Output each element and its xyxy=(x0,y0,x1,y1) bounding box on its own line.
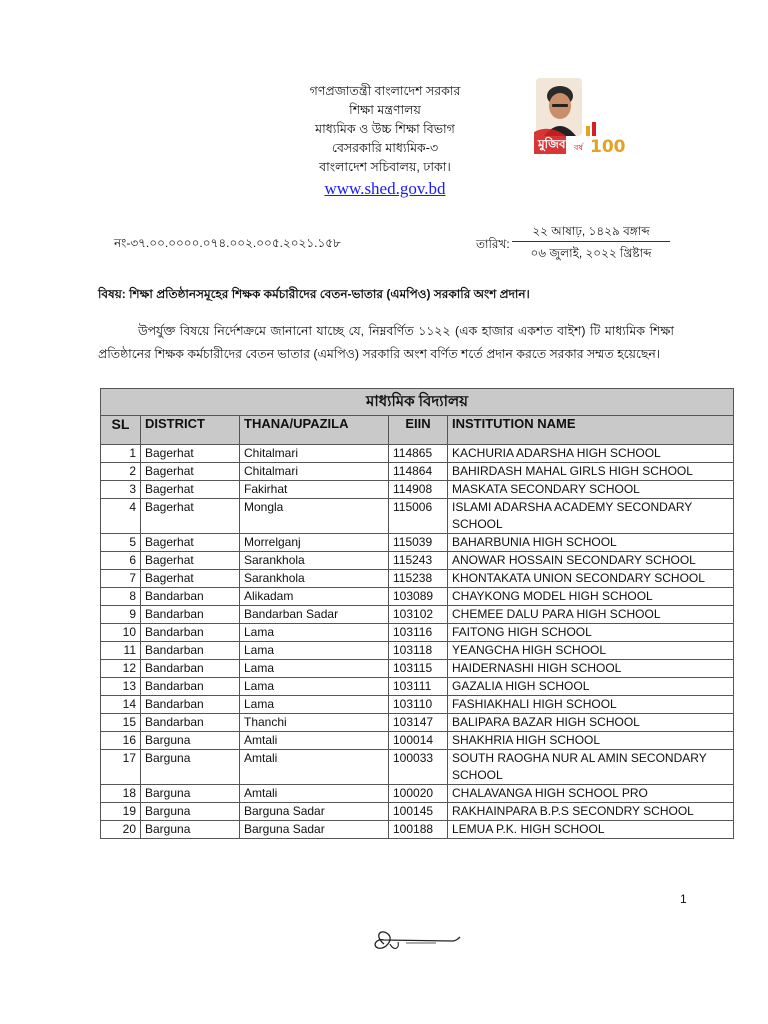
logo-text-a: মুজিব xyxy=(538,137,566,151)
cell-eiin: 103115 xyxy=(389,660,448,678)
cell-institution: CHEMEE DALU PARA HIGH SCHOOL xyxy=(448,606,734,624)
cell-district: Bagerhat xyxy=(141,481,240,499)
table-body xyxy=(101,445,734,839)
cell-institution: GAZALIA HIGH SCHOOL xyxy=(448,678,734,696)
cell-eiin: 100033 xyxy=(389,750,448,785)
mujib-100-logo xyxy=(530,74,626,158)
cell-district: Bagerhat xyxy=(141,499,240,534)
cell-eiin: 115039 xyxy=(389,534,448,552)
cell-thana: Morrelganj xyxy=(240,534,389,552)
cell-sl: 14 xyxy=(101,696,141,714)
table-row xyxy=(101,570,734,588)
cell-district: Bandarban xyxy=(141,696,240,714)
section-name: বেসরকারি মাধ্যমিক-৩ xyxy=(331,141,439,155)
cell-institution: ANOWAR HOSSAIN SECONDARY SCHOOL xyxy=(448,552,734,570)
table-row xyxy=(101,714,734,732)
cell-thana: Lama xyxy=(240,660,389,678)
table-row xyxy=(101,678,734,696)
cell-district: Barguna xyxy=(141,750,240,785)
cell-institution: BAHIRDASH MAHAL GIRLS HIGH SCHOOL xyxy=(448,463,734,481)
col-header-district: DISTRICT xyxy=(141,416,240,445)
date-divider xyxy=(512,241,670,242)
cell-institution: BAHARBUNIA HIGH SCHOOL xyxy=(448,534,734,552)
table-row xyxy=(101,481,734,499)
cell-district: Barguna xyxy=(141,803,240,821)
date-bangla: ২২ আষাঢ়, ১৪২৯ বঙ্গাব্দ xyxy=(532,224,650,238)
cell-sl: 1 xyxy=(101,445,141,463)
cell-eiin: 103089 xyxy=(389,588,448,606)
cell-thana: Lama xyxy=(240,642,389,660)
cell-institution: KHONTAKATA UNION SECONDARY SCHOOL xyxy=(448,570,734,588)
memo-number: নং-৩৭.০০.০০০০.০৭৪.০০২.০০৫.২০২১.১৫৮ xyxy=(114,236,341,250)
cell-district: Barguna xyxy=(141,732,240,750)
cell-sl: 2 xyxy=(101,463,141,481)
cell-institution: CHAYKONG MODEL HIGH SCHOOL xyxy=(448,588,734,606)
cell-eiin: 103147 xyxy=(389,714,448,732)
cell-district: Bandarban xyxy=(141,606,240,624)
cell-institution: SOUTH RAOGHA NUR AL AMIN SECONDARY SCHOOL xyxy=(448,750,734,785)
body-paragraph: উপর্যুক্ত বিষয়ে নির্দেশক্রমে জানানো যাচ্ছে যে, নিম্নবর্ণিত ১১২২ (এক হাজার একশত বাইশ) টি মাধ্যমিক শিক্ষা প্রতিষ্ঠানের শিক্ষক কর্মচারীদের বেতন ভাতার (এমপিও) সরকারি অংশ বর্ণিত শর্তে প্রদান করতে সরকার সম্মত হয়েছেন। xyxy=(98,324,674,361)
col-header-thana: THANA/UPAZILA xyxy=(240,416,389,445)
cell-eiin: 100188 xyxy=(389,821,448,839)
cell-sl: 3 xyxy=(101,481,141,499)
cell-institution: FASHIAKHALI HIGH SCHOOL xyxy=(448,696,734,714)
logo-text-c: 100 xyxy=(590,137,626,157)
cell-district: Bandarban xyxy=(141,714,240,732)
cell-sl: 20 xyxy=(101,821,141,839)
cell-thana: Chitalmari xyxy=(240,445,389,463)
cell-district: Bagerhat xyxy=(141,552,240,570)
cell-eiin: 100145 xyxy=(389,803,448,821)
cell-thana: Fakirhat xyxy=(240,481,389,499)
cell-thana: Amtali xyxy=(240,785,389,803)
cell-district: Bandarban xyxy=(141,588,240,606)
cell-district: Bagerhat xyxy=(141,463,240,481)
cell-eiin: 100014 xyxy=(389,732,448,750)
cell-thana: Thanchi xyxy=(240,714,389,732)
letterhead xyxy=(250,82,520,198)
cell-district: Barguna xyxy=(141,821,240,839)
table-row xyxy=(101,732,734,750)
table-row xyxy=(101,642,734,660)
table-row xyxy=(101,624,734,642)
table-row xyxy=(101,588,734,606)
cell-district: Bagerhat xyxy=(141,445,240,463)
table-title: মাধ্যমিক বিদ্যালয় xyxy=(101,389,734,416)
cell-sl: 19 xyxy=(101,803,141,821)
ministry-name: শিক্ষা মন্ত্রণালয় xyxy=(349,103,421,117)
cell-thana: Lama xyxy=(240,624,389,642)
cell-district: Bagerhat xyxy=(141,570,240,588)
cell-thana: Lama xyxy=(240,678,389,696)
cell-district: Bandarban xyxy=(141,642,240,660)
cell-eiin: 114908 xyxy=(389,481,448,499)
cell-thana: Sarankhola xyxy=(240,552,389,570)
col-header-institution: INSTITUTION NAME xyxy=(448,416,734,445)
date-block xyxy=(512,222,670,262)
cell-eiin: 103116 xyxy=(389,624,448,642)
table-row xyxy=(101,750,734,785)
cell-sl: 5 xyxy=(101,534,141,552)
table-row xyxy=(101,499,734,534)
cell-sl: 11 xyxy=(101,642,141,660)
cell-eiin: 103110 xyxy=(389,696,448,714)
cell-thana: Mongla xyxy=(240,499,389,534)
cell-institution: ISLAMI ADARSHA ACADEMY SECONDARY SCHOOL xyxy=(448,499,734,534)
cell-sl: 12 xyxy=(101,660,141,678)
govt-name: গণপ্রজাতন্ত্রী বাংলাদেশ সরকার xyxy=(309,84,461,98)
division-name: মাধ্যমিক ও উচ্চ শিক্ষা বিভাগ xyxy=(315,122,455,136)
cell-eiin: 100020 xyxy=(389,785,448,803)
cell-eiin: 115238 xyxy=(389,570,448,588)
table-row xyxy=(101,803,734,821)
table-row xyxy=(101,821,734,839)
cell-institution: YEANGCHA HIGH SCHOOL xyxy=(448,642,734,660)
signature xyxy=(366,922,466,962)
table-row xyxy=(101,785,734,803)
cell-thana: Chitalmari xyxy=(240,463,389,481)
col-header-sl: SL xyxy=(101,416,141,445)
cell-sl: 10 xyxy=(101,624,141,642)
subject-line: বিষয়: শিক্ষা প্রতিষ্ঠানসমূহের শিক্ষক কর্মচারীদের বেতন-ভাতার (এমপিও) সরকারি অংশ প্রদান। xyxy=(98,287,530,301)
cell-institution: CHALAVANGA HIGH SCHOOL PRO xyxy=(448,785,734,803)
table-row xyxy=(101,696,734,714)
cell-thana: Amtali xyxy=(240,732,389,750)
table-row xyxy=(101,445,734,463)
cell-thana: Barguna Sadar xyxy=(240,803,389,821)
cell-thana: Sarankhola xyxy=(240,570,389,588)
cell-eiin: 114864 xyxy=(389,463,448,481)
address: বাংলাদেশ সচিবালয়, ঢাকা। xyxy=(319,160,451,174)
institution-table xyxy=(100,388,734,839)
cell-thana: Amtali xyxy=(240,750,389,785)
logo-text-b: বর্ষ xyxy=(574,143,583,152)
date-label: তারিখ: xyxy=(476,237,510,251)
cell-sl: 9 xyxy=(101,606,141,624)
cell-institution: RAKHAINPARA B.P.S SECONDRY SCHOOL xyxy=(448,803,734,821)
cell-institution: SHAKHRIA HIGH SCHOOL xyxy=(448,732,734,750)
cell-district: Bandarban xyxy=(141,678,240,696)
cell-district: Bandarban xyxy=(141,660,240,678)
col-header-eiin: EIIN xyxy=(389,416,448,445)
cell-thana: Lama xyxy=(240,696,389,714)
page-number: 1 xyxy=(680,892,687,906)
cell-sl: 18 xyxy=(101,785,141,803)
table-row xyxy=(101,552,734,570)
table-row xyxy=(101,606,734,624)
cell-thana: Barguna Sadar xyxy=(240,821,389,839)
cell-eiin: 103118 xyxy=(389,642,448,660)
cell-institution: FAITONG HIGH SCHOOL xyxy=(448,624,734,642)
cell-sl: 13 xyxy=(101,678,141,696)
cell-sl: 4 xyxy=(101,499,141,534)
cell-sl: 15 xyxy=(101,714,141,732)
table-row xyxy=(101,660,734,678)
cell-institution: MASKATA SECONDARY SCHOOL xyxy=(448,481,734,499)
cell-sl: 6 xyxy=(101,552,141,570)
cell-eiin: 115243 xyxy=(389,552,448,570)
cell-institution: LEMUA P.K. HIGH SCHOOL xyxy=(448,821,734,839)
cell-institution: HAIDERNASHI HIGH SCHOOL xyxy=(448,660,734,678)
cell-eiin: 103102 xyxy=(389,606,448,624)
cell-thana: Bandarban Sadar xyxy=(240,606,389,624)
cell-sl: 8 xyxy=(101,588,141,606)
cell-district: Bagerhat xyxy=(141,534,240,552)
cell-sl: 16 xyxy=(101,732,141,750)
cell-institution: KACHURIA ADARSHA HIGH SCHOOL xyxy=(448,445,734,463)
date-gregorian: ০৬ জুলাই, ২০২২ খ্রিষ্টাব্দ xyxy=(530,246,652,260)
cell-district: Bandarban xyxy=(141,624,240,642)
cell-district: Barguna xyxy=(141,785,240,803)
cell-thana: Alikadam xyxy=(240,588,389,606)
table-row xyxy=(101,463,734,481)
cell-eiin: 114865 xyxy=(389,445,448,463)
website-link[interactable]: www.shed.gov.bd xyxy=(324,179,446,198)
cell-sl: 17 xyxy=(101,750,141,785)
cell-institution: BALIPARA BAZAR HIGH SCHOOL xyxy=(448,714,734,732)
table-row xyxy=(101,534,734,552)
cell-sl: 7 xyxy=(101,570,141,588)
cell-eiin: 103111 xyxy=(389,678,448,696)
cell-eiin: 115006 xyxy=(389,499,448,534)
